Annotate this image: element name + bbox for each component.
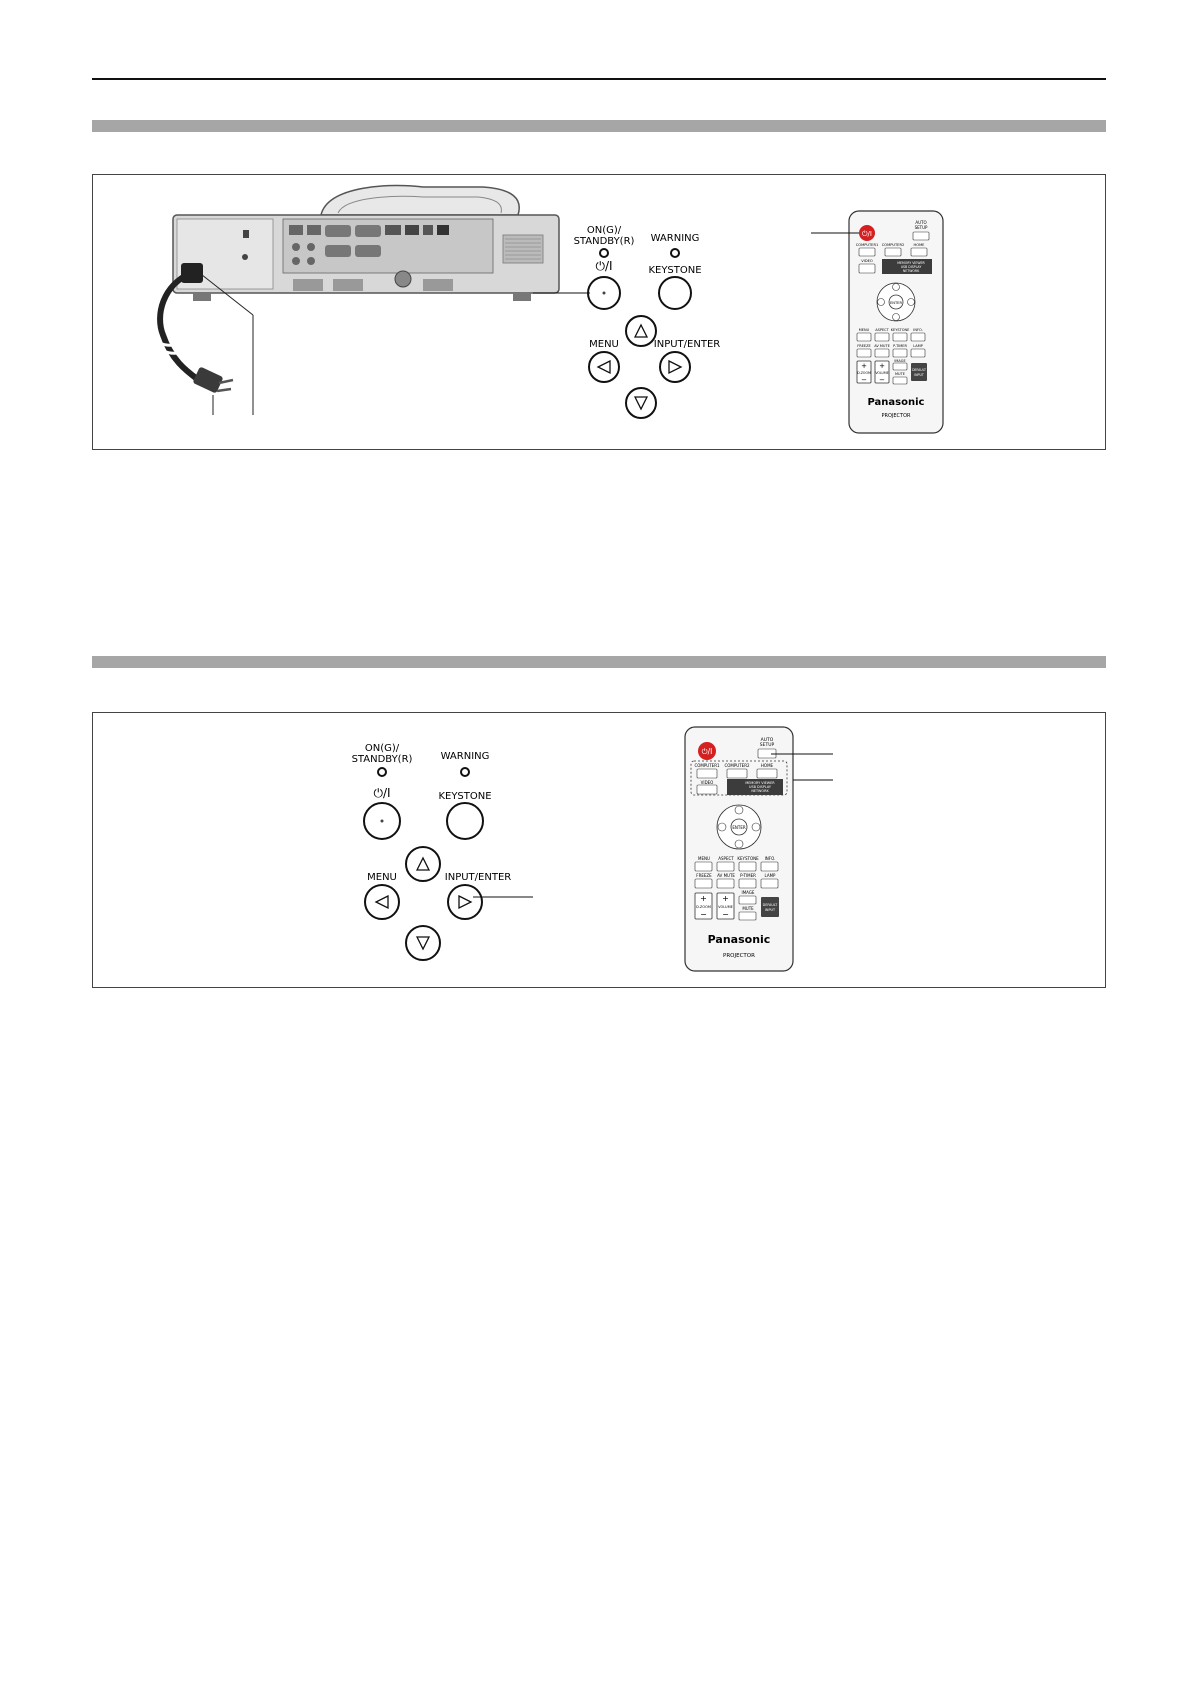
on-standby-label-line1: ON(G)/	[586, 225, 622, 236]
input-enter-label: INPUT/ENTER	[444, 872, 512, 883]
keystone-button[interactable]	[447, 803, 483, 839]
remote-info-button[interactable]	[761, 862, 778, 871]
warning-label: WARNING	[650, 233, 700, 244]
memory-label-2: USB DISPLAY	[749, 785, 771, 789]
default-label-2: INPUT	[914, 373, 924, 377]
page-header-rule	[92, 78, 1106, 80]
remote-av-mute-button[interactable]	[717, 879, 734, 888]
remote-right-button[interactable]	[908, 299, 915, 306]
remote-p-timer-button[interactable]	[893, 349, 907, 357]
warning-indicator	[671, 249, 679, 257]
remote-menu-label: MENU	[858, 328, 870, 332]
remote-p-timer-label: P-TIMER	[893, 344, 907, 348]
volume-minus: −	[722, 910, 729, 919]
remote-brand: Panasonic	[707, 933, 771, 946]
dzoom-minus: −	[861, 376, 867, 384]
remote-image-button[interactable]	[893, 363, 907, 370]
remote-av-mute-label: AV MUTE	[717, 873, 735, 878]
keystone-label: KEYSTONE	[438, 791, 492, 802]
computer1-label: COMPUTER1	[855, 243, 879, 247]
remote-right-button[interactable]	[752, 823, 760, 831]
remote-image-label: IMAGE	[894, 359, 906, 363]
remote-av-mute-label: AV MUTE	[874, 344, 890, 348]
remote-mute-button[interactable]	[893, 377, 907, 384]
computer2-label: COMPUTER2	[881, 243, 905, 247]
remote-up-button[interactable]	[893, 284, 900, 291]
remote-keystone-label: KEYSTONE	[737, 856, 759, 861]
remote-mute-label: MUTE	[742, 906, 754, 911]
remote-down-button[interactable]	[735, 840, 743, 848]
menu-button[interactable]	[365, 885, 399, 919]
remote-p-timer-label: P-TIMER	[740, 873, 756, 878]
remote-default-input-button[interactable]	[911, 363, 927, 381]
remote-model: PROJECTOR	[723, 953, 755, 959]
dzoom-plus: +	[861, 362, 867, 370]
remote-keystone-label: KEYSTONE	[890, 328, 910, 332]
dzoom-minus: −	[700, 910, 707, 919]
volume-minus: −	[879, 376, 885, 384]
auto-setup-button[interactable]	[913, 232, 929, 240]
section-bar-1	[92, 120, 1106, 132]
remote-freeze-label: FREEZE	[696, 873, 712, 878]
memory-label-2: USB DISPLAY	[900, 265, 922, 269]
remote-image-button[interactable]	[739, 896, 756, 904]
remote-freeze-button[interactable]	[857, 349, 871, 357]
on-standby-label-line2: STANDBY(R)	[573, 236, 635, 247]
input-enter-label: INPUT/ENTER	[653, 339, 721, 350]
computer1-label: COMPUTER1	[694, 763, 720, 768]
memory-label-3: NETWORK	[902, 269, 920, 273]
remote-enter-label: ENTER	[732, 825, 746, 830]
menu-button[interactable]	[589, 352, 619, 382]
keystone-button[interactable]	[659, 277, 691, 309]
remote-aspect-label: ASPECT	[875, 328, 889, 332]
remote-aspect-button[interactable]	[875, 333, 889, 341]
video-button[interactable]	[859, 264, 875, 273]
remote-model: PROJECTOR	[881, 413, 911, 419]
memory-label-1: MEMORY VIEWER	[897, 261, 925, 265]
remote-freeze-label: FREEZE	[857, 344, 871, 348]
auto-setup-label-1: AUTO	[915, 220, 927, 225]
remote-info-label: INFO.	[913, 328, 923, 332]
remote-lamp-button[interactable]	[761, 879, 778, 888]
dzoom-label: D.ZOOM	[857, 371, 871, 375]
down-button[interactable]	[626, 388, 656, 418]
dzoom-label: D.ZOOM	[696, 905, 711, 909]
keystone-label: KEYSTONE	[648, 265, 702, 276]
computer2-button[interactable]	[727, 769, 747, 778]
figure-1	[93, 175, 1105, 449]
auto-setup-label-2: SETUP	[759, 743, 775, 748]
on-standby-label-line2: STANDBY(R)	[351, 754, 413, 765]
remote-info-button[interactable]	[911, 333, 925, 341]
computer2-label: COMPUTER2	[724, 763, 750, 768]
remote-mute-label: MUTE	[895, 372, 905, 376]
remote-menu-button[interactable]	[695, 862, 712, 871]
section-bar-2	[92, 656, 1106, 668]
remote-left-button[interactable]	[718, 823, 726, 831]
computer1-button[interactable]	[697, 769, 717, 778]
volume-plus: +	[879, 362, 885, 370]
power-button-dot	[381, 820, 384, 823]
video-label: VIDEO	[861, 259, 873, 263]
remote-down-button[interactable]	[893, 314, 900, 321]
remote-keystone-button[interactable]	[739, 862, 756, 871]
volume-label: VOLUME	[875, 371, 889, 375]
home-label: HOME	[760, 763, 774, 768]
figure-frame-2	[92, 712, 1106, 988]
on-standby-indicator	[378, 768, 386, 776]
remote-default-input-button[interactable]	[761, 897, 779, 917]
volume-label: VOLUME	[718, 905, 733, 909]
video-button[interactable]	[697, 785, 717, 794]
remote-keystone-button[interactable]	[893, 333, 907, 341]
volume-plus: +	[722, 894, 729, 903]
remote-lamp-label: LAMP	[764, 873, 776, 878]
remote-info-label: INFO.	[764, 856, 776, 861]
memory-label-3: NETWORK	[751, 789, 769, 793]
figure-frame-1	[92, 174, 1106, 450]
up-button[interactable]	[626, 316, 656, 346]
remote-mute-button[interactable]	[739, 912, 756, 920]
figure-2	[93, 713, 1105, 987]
power-symbol-label: ⏻/I	[373, 786, 391, 800]
remote-av-mute-button[interactable]	[875, 349, 889, 357]
remote-power-label: ⏻/I	[862, 230, 872, 238]
default-label-2: INPUT	[764, 908, 776, 912]
home-button[interactable]	[757, 769, 777, 778]
remote-freeze-button[interactable]	[695, 879, 712, 888]
remote-brand: Panasonic	[867, 397, 925, 408]
warning-indicator	[461, 768, 469, 776]
remote-aspect-label: ASPECT	[718, 856, 734, 861]
home-label: HOME	[913, 243, 925, 247]
remote-lamp-button[interactable]	[911, 349, 925, 357]
on-standby-label-line1: ON(G)/	[364, 743, 400, 754]
auto-setup-label-1: AUTO	[760, 738, 774, 743]
remote-p-timer-button[interactable]	[739, 879, 756, 888]
remote-image-label: IMAGE	[741, 890, 755, 895]
default-label-1: DEFAULT	[762, 903, 778, 907]
remote-control-1	[849, 211, 943, 433]
on-standby-indicator	[600, 249, 608, 257]
auto-setup-label-2: SETUP	[914, 225, 928, 230]
default-label-1: DEFAULT	[912, 368, 926, 372]
down-button[interactable]	[406, 926, 440, 960]
remote-aspect-button[interactable]	[717, 862, 734, 871]
remote-control-2	[685, 727, 793, 971]
computer2-button[interactable]	[885, 248, 901, 256]
remote-menu-button[interactable]	[857, 333, 871, 341]
control-panel-2	[352, 743, 533, 960]
remote-up-button[interactable]	[735, 806, 743, 814]
remote-menu-label: MENU	[698, 856, 710, 861]
input-enter-button[interactable]	[448, 885, 482, 919]
computer1-button[interactable]	[859, 248, 875, 256]
input-enter-button[interactable]	[660, 352, 690, 382]
projector-rear-illustration	[159, 185, 559, 415]
warning-label: WARNING	[440, 751, 490, 762]
remote-lamp-label: LAMP	[913, 344, 923, 348]
power-symbol-label: ⏻/I	[595, 259, 613, 273]
dzoom-plus: +	[700, 894, 707, 903]
menu-label: MENU	[589, 339, 619, 350]
home-button[interactable]	[911, 248, 927, 256]
video-label: VIDEO	[700, 780, 714, 785]
memory-label-1: MEMORY VIEWER	[745, 781, 775, 785]
menu-label: MENU	[367, 872, 397, 883]
remote-left-button[interactable]	[878, 299, 885, 306]
up-button[interactable]	[406, 847, 440, 881]
remote-power-label: ⏻/I	[701, 747, 713, 756]
remote-enter-label: ENTER	[890, 301, 902, 305]
control-panel-1	[533, 225, 720, 418]
power-button-dot	[603, 292, 606, 295]
